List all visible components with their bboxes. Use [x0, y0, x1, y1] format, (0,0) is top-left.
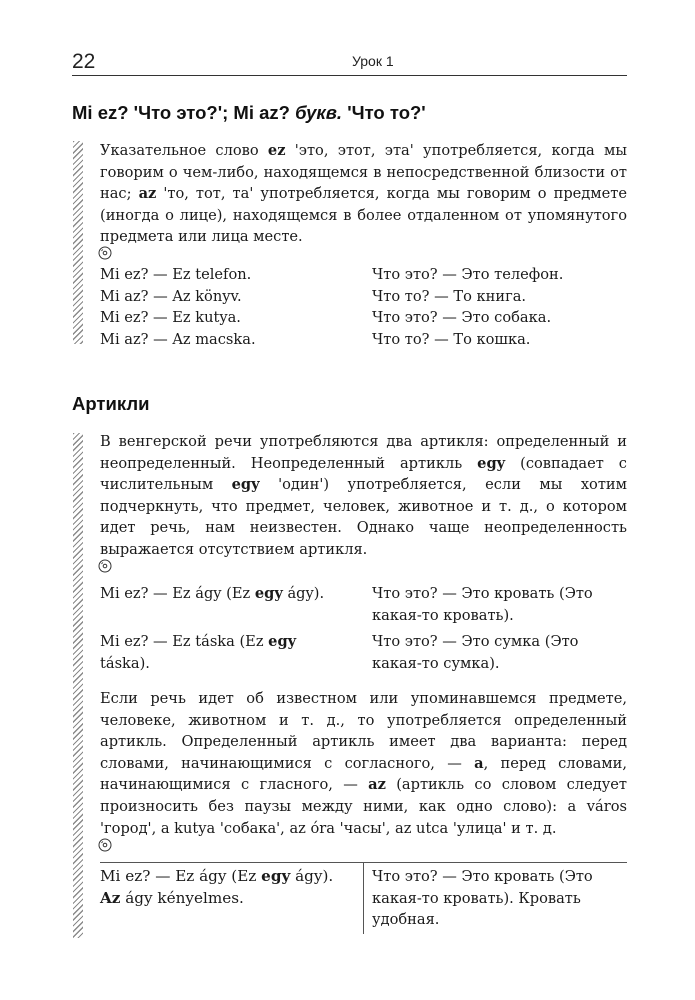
bold-word: egy: [231, 476, 260, 494]
text-run: Указательное слово: [100, 142, 268, 159]
text-run: ágy kényelmes.: [120, 888, 244, 907]
section1-paragraph: [100, 140, 627, 248]
section2-paragraph1: [100, 431, 627, 561]
text-run: Если речь идет об известном или упоминавшемся предмете, человеке, животном и т. д., то употребляется определенный артикль. Определенный артикль имеет два варианта: перед словами, начинающимися с согласного, —: [100, 690, 627, 772]
section1-heading-part1: Mi ez? 'Что это?'; Mi az?: [72, 102, 296, 123]
text-run: В венгерской речи употребляются два артикля: определенный и неопределенный. Неопределенный артикль: [100, 433, 627, 472]
example1-russian: Что это? — Это кровать (Это какая-то кровать).: [372, 585, 593, 624]
audio-disc-icon: [98, 559, 112, 573]
section2-paragraph2: [100, 688, 627, 839]
audio-disc-icon: [98, 246, 112, 260]
example-ru: Что то? — То книга.: [372, 287, 527, 305]
bold-word: az: [138, 185, 157, 203]
text-run: Mi ez? — Ez ágy (Ez: [100, 585, 255, 602]
bold-word: a: [474, 754, 484, 772]
audio-disc-icon: [98, 838, 112, 852]
example3-russian: Что это? — Это кровать (Это какая-то кровать). Кровать удобная.: [372, 868, 593, 929]
example-ru: Что то? — То кошка.: [372, 330, 531, 348]
bold-word: egy: [261, 867, 291, 885]
bold-word: egy: [254, 585, 283, 602]
bold-word: Az: [100, 888, 121, 907]
example2-hungarian: [100, 631, 350, 674]
example1-hungarian: [100, 583, 350, 605]
text-run: ágy).: [282, 585, 325, 602]
section1-heading-abbr: букв.: [295, 102, 343, 123]
text-run: Mi ez? — Ez ágy (Ez: [100, 867, 262, 885]
text-run: 'один') употребляется, если мы хотим подчеркнуть, что предмет, человек, животное и т. д., о котором идет речь, нам неизвестен. Однако чаще неопределенность выражается отсутствием артикля.: [100, 476, 627, 558]
example-hu: Mi ez? — Ez telefon.: [100, 266, 252, 283]
bold-word: ez: [267, 142, 286, 159]
header-rule: [72, 75, 627, 76]
margin-hatch-bar: [73, 433, 83, 938]
page-number: 22: [72, 50, 96, 73]
running-header-title: Урок 1: [352, 53, 394, 69]
bold-word: egy: [477, 454, 506, 472]
text-run: , перед словами, начинающимися с гласного, —: [100, 754, 627, 794]
example-ru: Что это? — Это собака.: [372, 309, 552, 327]
bold-word: az: [368, 776, 386, 794]
text-run: táska).: [100, 654, 150, 672]
text-run: (артикль со словом следует произносить без паузы между ними, как одно слово): a város 'город', a kutya 'собака', az óra 'часы', az utca 'улица' и т. д.: [100, 776, 628, 837]
section1-heading-part3: 'Что то?': [342, 102, 426, 123]
example3-hungarian: [100, 866, 358, 909]
text-run: 'то, тот, та' употребляется, когда мы говорим о предмете (иногда о лице), находящемся в более отдаленном от упомянутого предмета или лица месте.: [100, 185, 627, 246]
text-run: ágy).: [290, 867, 334, 885]
section1-heading: [72, 102, 426, 124]
example3-hu-line1: [100, 866, 358, 888]
margin-hatch-bar: [73, 141, 83, 344]
example-ru: Что это? — Это телефон.: [372, 266, 564, 283]
example2-russian: Что это? — Это сумка (Это какая-то сумка).: [372, 633, 579, 672]
example-hu: Mi az? — Az macska.: [100, 330, 256, 348]
example3-hu-line2: [100, 888, 358, 910]
example-list-russian: [372, 264, 563, 350]
text-run: 'это, этот, эта' употребляется, когда мы говорим о чем-либо, находящемся в непосредственной близости от нас;: [100, 142, 627, 203]
text-run: Mi ez? — Ez táska (Ez: [100, 633, 269, 650]
bold-word: egy: [268, 633, 297, 650]
example-list-hungarian: [100, 264, 256, 350]
text-run: (совпадает с числительным: [100, 454, 627, 494]
example-hu: Mi az? — Az könyv.: [100, 287, 242, 305]
section2-heading: Артикли: [72, 393, 150, 414]
example-hu: Mi ez? — Ez kutya.: [100, 309, 241, 327]
example-table-divider: [363, 862, 364, 934]
